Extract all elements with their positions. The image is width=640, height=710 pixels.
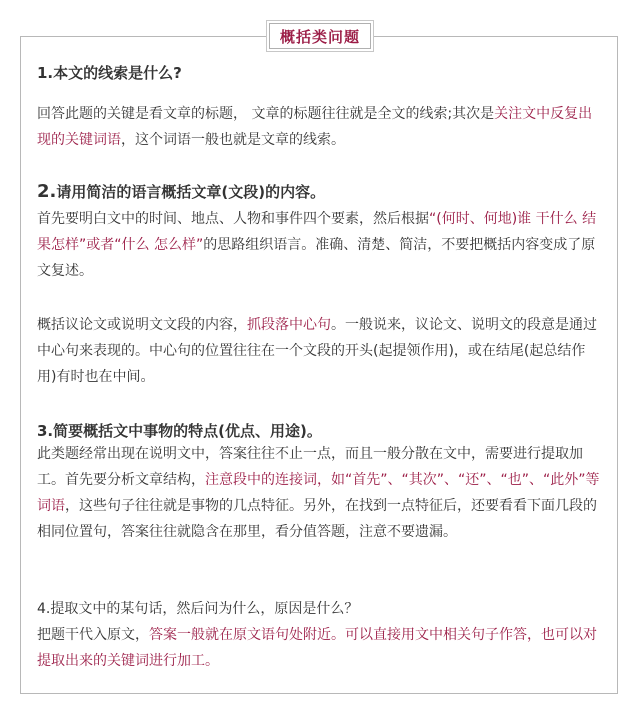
- answer-text: 把题干代入原文，: [37, 627, 149, 643]
- answer-text: ，这个词语一般也就是文章的线索。: [121, 132, 345, 148]
- section-title-box: [266, 20, 374, 52]
- section-title: 概括类问题: [269, 23, 371, 49]
- answer-text: 首先要明白文中的时间、地点、人物和事件四个要素，然后根据: [37, 211, 429, 227]
- highlight-text: 注意段中的连接词，如“首先”、“其次”、“还”、“也”、“此外”等词语: [37, 472, 600, 514]
- question-2-title: 请用简洁的语言概括文章(文段)的内容。: [56, 183, 326, 201]
- question-3-answer: [37, 441, 603, 545]
- highlight-text: 答案一般就在原文语句处附近。可以直接用文中相关句子作答，也可以对提取出来的关键词进行加工。: [37, 627, 597, 669]
- highlight-text: “(何时、何地)谁 干什么 结果怎样”或者“什么 怎么样”: [37, 211, 597, 253]
- question-2-answer-2: [37, 312, 603, 390]
- question-1-answer: [37, 101, 603, 153]
- question-2-answer-1: [37, 206, 603, 284]
- question-3-heading: 3.简要概括文中事物的特点(优点、用途)。: [37, 422, 322, 440]
- question-2-heading: [37, 181, 325, 202]
- highlight-text: 抓段落中心句: [247, 317, 331, 333]
- question-2-number: 2.: [37, 181, 57, 202]
- answer-text: ，这些句子往往就是事物的几点特征。另外，在找到一点特征后，还要看看下面几段的相同位置句，答案往往就隐含在那里，看分值答题，注意不要遗漏。: [37, 498, 597, 540]
- answer-text: 。一般说来，议论文、说明文的段意是通过中心句来表现的。中心句的位置往往在一个文段的开头(起提领作用)，或在结尾(起总结作用)有时也在中间。: [37, 317, 597, 385]
- answer-text: 概括议论文或说明文文段的内容，: [37, 317, 247, 333]
- question-1-heading: 1.本文的线索是什么?: [37, 64, 182, 82]
- question-4-heading: 4.提取文中的某句话，然后问为什么，原因是什么？: [37, 601, 359, 617]
- question-4-answer: [37, 622, 603, 674]
- answer-text: 的思路组织语言。准确、清楚、简洁，不要把概括内容变成了原文复述。: [37, 237, 596, 279]
- highlight-text: 关注文中反复出现的关键词语: [37, 106, 593, 148]
- answer-text: 回答此题的关键是看文章的标题， 文章的标题往往就是全文的线索;其次是: [37, 106, 495, 122]
- answer-text: 此类题经常出现在说明文中，答案往往不止一点，而且一般分散在文中，需要进行提取加工。首先要分析文章结构，: [37, 446, 583, 488]
